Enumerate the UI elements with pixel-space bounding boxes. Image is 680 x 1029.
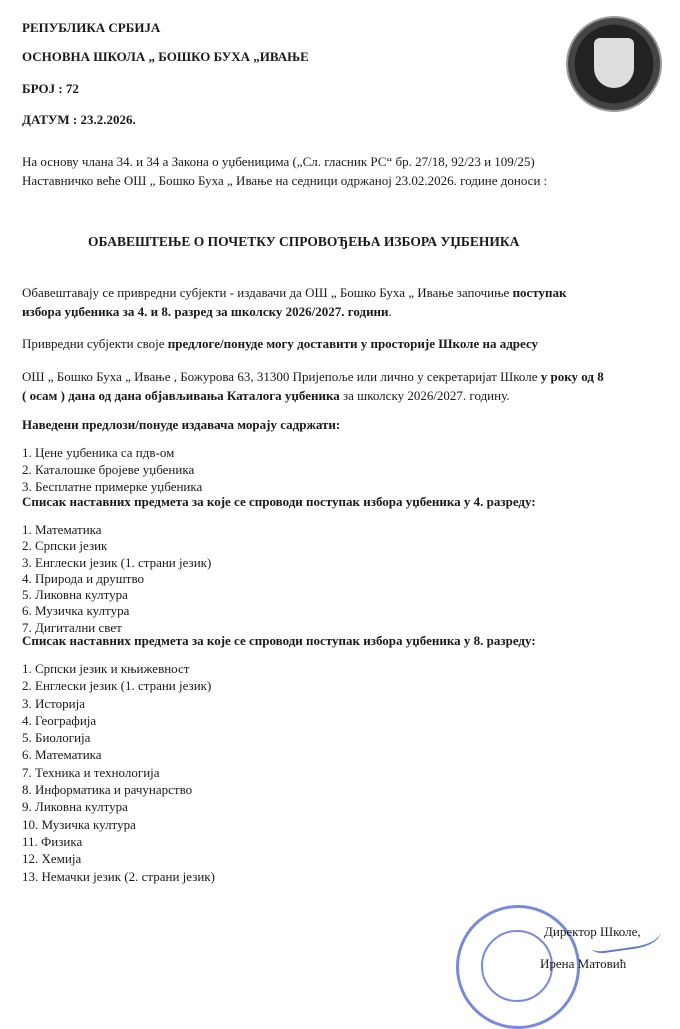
list-item: 7. Техника и технологија xyxy=(22,764,160,780)
list-item: 10. Музичка култура xyxy=(22,816,136,832)
text: за школску 2026/2027. годину. xyxy=(339,388,510,403)
list-item: 11. Физика xyxy=(22,833,83,849)
text: Привредни субјекти своје xyxy=(22,336,168,351)
grade8-subject-list xyxy=(22,660,215,885)
list-item: 2. Енглески језик (1. страни језик) xyxy=(22,678,212,694)
text: . xyxy=(388,304,392,319)
document-title: ОБАВЕШТЕЊЕ О ПОЧЕТКУ СПРОВОЂЕЊА ИЗБОРА УЏБЕНИКА xyxy=(88,234,520,249)
list-item: 8. Информатика и рачунарство xyxy=(22,782,193,798)
list-item: 12. Хемија xyxy=(22,851,82,867)
list-item: 7. Дигитални свет xyxy=(22,619,122,635)
intro-line-1: На основу члана 34. и 34 а Закона о уџбеницима („Сл. гласник РС“ бр. 27/18, 92/23 и 109/25) xyxy=(22,154,535,169)
country-heading: РЕПУБЛИКА СРБИЈА xyxy=(22,20,161,35)
text: избора уџбеника за 4. и 8. разред за школску 2026/2027. години xyxy=(22,304,389,319)
grade8-heading: Списак наставних предмета за које се спроводи поступак избора уџбеника у 8. разреду: xyxy=(22,633,536,648)
para3-line1 xyxy=(22,369,604,385)
intro-line-2: Наставничко веће ОШ „ Бошко Буха „ Ивање на седници одржаној 23.02.2026. године доноси : xyxy=(22,173,548,188)
text: предлоге/понуде могу доставити у просторије Школе на адресу xyxy=(167,336,539,351)
list-item: 4. Географија xyxy=(22,712,97,728)
grade4-subject-list xyxy=(22,522,211,636)
list-item: 2. Каталошке бројеве уџбеника xyxy=(22,462,195,477)
list-item: 3. Енглески језик (1. страни језик) xyxy=(22,554,212,570)
list-item: 5. Ликовна култура xyxy=(22,587,128,603)
signature-name: Ирена Матовић xyxy=(540,956,627,971)
text: поступак xyxy=(512,285,567,300)
grade4-heading: Списак наставних предмета за које се спроводи поступак избора уџбеника у 4. разреду: xyxy=(22,494,536,509)
school-heading: ОСНОВНА ШКОЛА „ БОШКО БУХА „ИВАЊЕ xyxy=(22,49,309,64)
list-item: 2. Српски језик xyxy=(22,538,108,554)
text: у року од 8 xyxy=(540,369,604,384)
list-item: 3. Бесплатне примерке уџбеника xyxy=(22,479,203,494)
list-item: 1. Цене уџбеника са пдв-ом xyxy=(22,445,175,460)
para3-line2 xyxy=(22,388,510,404)
list-item: 1. Математика xyxy=(22,522,102,537)
list-item: 5. Биологија xyxy=(22,730,91,746)
text: Обавештавају се привредни субјекти - издавачи да ОШ „ Бошко Буха „ Ивање започиње xyxy=(22,285,513,300)
requirements-list xyxy=(22,444,202,495)
para2 xyxy=(22,336,538,352)
list-item: 3. Историја xyxy=(22,695,86,711)
para1-line2 xyxy=(22,304,392,320)
signature-role: Директор Школе, xyxy=(544,924,641,939)
para1-line1 xyxy=(22,285,567,301)
list-item: 9. Ликовна култура xyxy=(22,799,128,815)
requirements-heading: Наведени предлози/понуде издавача морају садржати: xyxy=(22,417,341,432)
list-item: 6. Музичка култура xyxy=(22,603,130,619)
school-emblem-icon xyxy=(566,16,662,112)
list-item: 4. Природа и друштво xyxy=(22,570,144,586)
document-number: БРОЈ : 72 xyxy=(22,81,79,96)
list-item: 1. Српски језик и књижевност xyxy=(22,661,190,676)
document-date: ДАТУМ : 23.2.2026. xyxy=(22,112,136,127)
text: ОШ „ Бошко Буха „ Ивање , Божурова 63, 31300 Пријепоље или лично у секретаријат Школе xyxy=(22,369,541,384)
list-item: 6. Математика xyxy=(22,747,102,763)
text: ( осам ) дана од дана објављивања Каталога уџбеника xyxy=(22,388,340,403)
list-item: 13. Немачки језик (2. страни језик) xyxy=(22,868,215,884)
